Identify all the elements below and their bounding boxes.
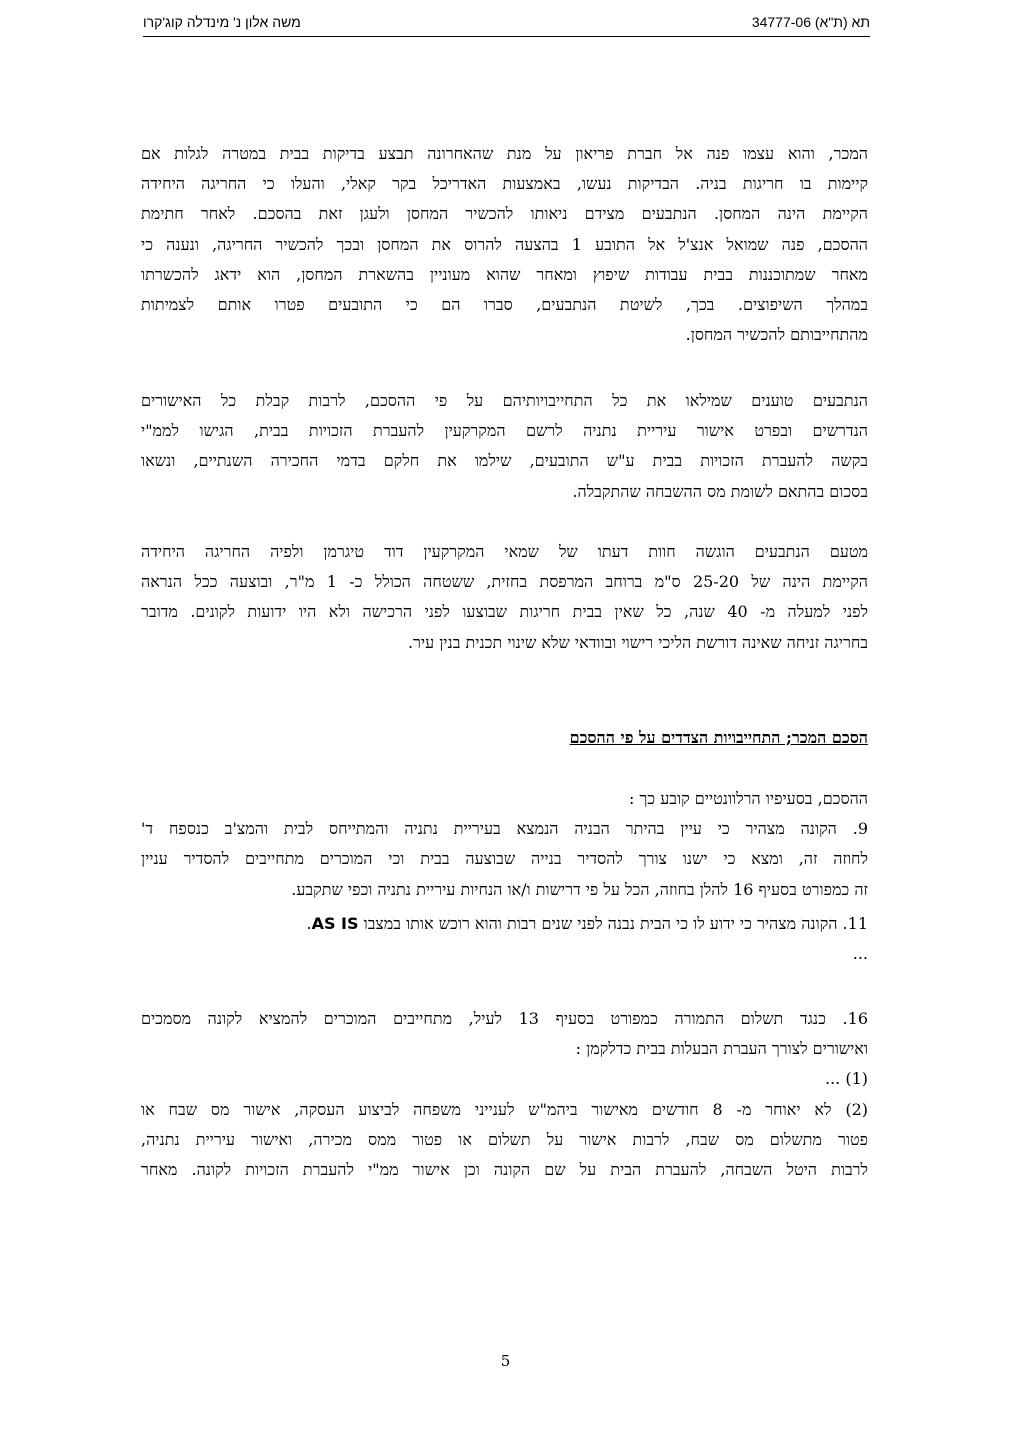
text-line: מאחר שמתוכננות בבית עבודות שיפוץ ומאחר שהוא מעוניין בהשארת המחסן, הוא ידאג להכשרתו — [141, 264, 868, 284]
case-title: משה אלון נ' מינדלה קוג'קרו — [143, 14, 301, 30]
case-number: תא (ת"א) 34777-06 — [751, 14, 870, 30]
text-line: מהתחייבותם להכשיר המחסן. — [685, 325, 868, 345]
text-line — [141, 909, 868, 939]
as-is-term: AS IS — [311, 914, 359, 933]
paragraph-agreement-clauses — [141, 784, 868, 905]
text-line: 16. כנגד תשלום התמורה כמפורט בסעיף 13 לעיל, מתחייבים המוכרים להמציא לקונה מסמכים — [141, 1009, 868, 1028]
text-line: 9. הקונה מצהיר כי עיין בהיתר הבניה הנמצא בעיריית נתניה והמתייחס לבית והמצ'ב כנספח ד' — [141, 819, 868, 839]
text-line: פטור מתשלום מס שבח, לרבות אישור על תשלום או פטור ממס מכירה, ואישור עיריית נתניה, — [141, 1129, 868, 1149]
paragraph-sale-background — [141, 139, 868, 350]
clause-11-end: . — [306, 914, 312, 933]
text-line: בקשה להעברת הזכויות בבית ע"ש התובעים, שילמו את חלקם בדמי החכירה השנתיים, ונשאו — [141, 451, 868, 471]
text-line: (2) לא יאוחר מ- 8 חודשים מאישור ביהמ"ש לענייני משפחה לביצוע העסקה, אישור מס שבח או — [141, 1099, 868, 1119]
text-line: זה כמפורט בסעיף 16 להלן בחוזה, הכל על פי דרישות ו/או הנחיות עיריית נתניה וכפי שתקבע. — [291, 879, 868, 899]
paragraph-clause-11 — [141, 909, 868, 969]
text-line: לפני למעלה מ- 40 שנה, כל שאין בבית חריגות שבוצעו לפני הרכישה ולא היו ידועות לקונים. מדובר — [141, 602, 868, 622]
text-line: לרבות היטל השבחה, להעברת הבית על שם הקונה וכן אישור ממ"י להעברת הזכויות לקונה. מאחר — [141, 1160, 868, 1180]
section-heading: הסכם המכר; התחייבויות הצדדים על פי ההסכם — [569, 728, 868, 747]
text-line: (1) ... — [824, 1069, 868, 1089]
paragraph-appraiser-opinion — [141, 537, 868, 658]
text-line: ההסכם, פנה שמואל אנצ'ל אל התובע 1 בהצעה להרוס את המחסן ובכך להכשיר החריגה, ונענה כי — [141, 234, 868, 254]
text-line: מטעם הנתבעים הוגשה חוות דעתו של שמאי המקרקעין דוד טיגרמן ולפיה החריגה היחידה — [141, 542, 868, 561]
text-line: ההסכם, בסעיפיו הרלוונטיים קובע כך : — [628, 789, 868, 808]
text-line: בחריגה זניחה שאינה דורשת הליכי רישוי ובוודאי שלא שינוי תכנית בנין עיר. — [407, 632, 868, 652]
text-line: בסכום בהתאם לשומת מס ההשבחה שהתקבלה. — [572, 481, 868, 501]
text-line: הקיימת הינה של 25-20 ס"מ ברוחב המרפסת בחזית, ששטחה הכולל כ- 1 מ"ר, ובוצעה ככל הנראה — [141, 572, 868, 592]
text-line: הנדרשים ובפרט אישור עיריית נתניה לרשם המקרקעין להעברת הזכויות בבית, הגישו לממ"י — [141, 421, 868, 441]
text-line: במהלך השיפוצים. בכך, לשיטת הנתבעים, סברו הם כי התובעים פטרו אותם לצמיתות — [141, 295, 868, 315]
text-line: קיימות בו חריגות בניה. הבדיקות נעשו, באמצעות האדריכל בקר קאלי, והעלו כי החריגה היחידה — [141, 174, 868, 194]
paragraph-clause-16 — [141, 1004, 868, 1185]
text-line: לחוזה זה, ומצא כי ישנו צורך להסדיר בנייה שבוצעה בבית וכי המוכרים מתחייבים להסדיר עניין — [141, 849, 868, 869]
text-line: ואישורים לצורך העברת הבעלות בבית כדלקמן : — [575, 1039, 868, 1059]
page-number: 5 — [500, 1352, 511, 1370]
paragraph-defendants-claims — [141, 386, 868, 507]
clause-11-text: 11. הקונה מצהיר כי ידוע לו כי הבית נבנה לפני שנים רבות והוא רוכש אותו במצבו — [363, 914, 868, 933]
text-line: המכר, והוא עצמו פנה אל חברת פריאון על מנת שהאחרונה תבצע בדיקות בבית במטרה לגלות אם — [141, 144, 868, 163]
text-line: הקיימת הינה המחסן. הנתבעים מצידם ניאותו להכשיר המחסן ולעגן זאת בהסכם. לאחר חתימת — [141, 204, 868, 224]
text-line: הנתבעים טוענים שמילאו את כל התחייבויותיהם על פי ההסכם, לרבות קבלת כל האישורים — [141, 391, 868, 410]
ellipsis: ... — [852, 944, 868, 964]
page-header — [143, 10, 870, 37]
